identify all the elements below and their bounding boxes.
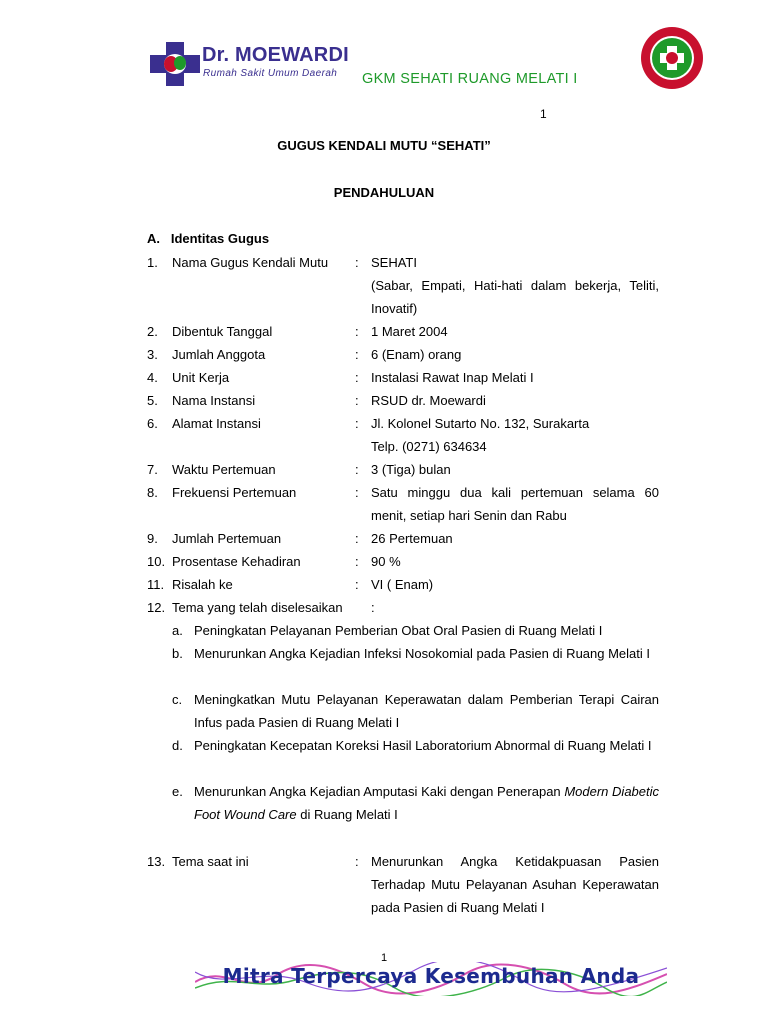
- row-label: Frekuensi Pertemuan: [172, 485, 297, 500]
- row-colon: :: [355, 255, 359, 270]
- row-value-extra: Telp. (0271) 634634: [371, 439, 487, 454]
- row-colon: :: [355, 462, 359, 477]
- row-number: 4.: [147, 370, 158, 385]
- row-label: Nama Gugus Kendali Mutu: [172, 255, 329, 270]
- row-value: VI ( Enam): [371, 577, 434, 592]
- row-value: 3 (Tiga) bulan: [371, 462, 451, 477]
- theme-letter: a.: [172, 623, 183, 638]
- row-value: 26 Pertemuan: [371, 531, 453, 546]
- theme-text: Meningkatkan Mutu Pelayanan Keperawatan dalam Pemberian Terapi Cairan Infus pada Pasien di Ruang Melati I: [194, 692, 659, 730]
- row-label: Risalah ke: [172, 577, 233, 592]
- row-value: [371, 251, 659, 320]
- row-label: Prosentase Kehadiran: [172, 554, 301, 569]
- theme-text-italic: Modern Diabetic Foot Wound Care: [194, 784, 660, 822]
- current-theme-row: [147, 850, 659, 919]
- row-label: Dibentuk Tanggal: [172, 324, 273, 339]
- row-number: 8.: [147, 485, 158, 500]
- theme-text-part: Menurunkan Angka Kejadian Amputasi Kaki dengan Penerapan: [194, 784, 565, 799]
- identity-row: [147, 412, 659, 458]
- document-title: GUGUS KENDALI MUTU “SEHATI”: [277, 138, 491, 153]
- row-value-line: Jl. Kolonel Sutarto No. 132, Surakarta: [371, 416, 590, 431]
- row-number: 1.: [147, 255, 158, 270]
- row-label: Alamat Instansi: [172, 416, 261, 431]
- row-colon: :: [355, 370, 359, 385]
- theme-letter: e.: [172, 784, 183, 799]
- theme-text-part: di Ruang Melati I: [296, 807, 398, 822]
- row-number: 13.: [147, 854, 166, 869]
- row-label: Jumlah Pertemuan: [172, 531, 282, 546]
- row-colon: :: [355, 854, 359, 869]
- page-number-top: 1: [540, 107, 547, 121]
- subsection-heading: A. Identitas Gugus: [147, 231, 270, 246]
- theme-letter: c.: [172, 692, 183, 707]
- row-value: [371, 412, 659, 458]
- row-colon: :: [355, 485, 359, 500]
- row-colon: :: [355, 324, 359, 339]
- logo-name: Dr. MOEWARDI: [202, 44, 349, 66]
- page-number-bottom: 1: [380, 952, 388, 964]
- row-number: 3.: [147, 347, 158, 362]
- section-heading: PENDAHULUAN: [333, 185, 435, 200]
- row-number: 5.: [147, 393, 158, 408]
- theme-text: Peningkatan Kecepatan Koreksi Hasil Laboratorium Abnormal di Ruang Melati I: [194, 738, 652, 753]
- row-number: 7.: [147, 462, 158, 477]
- row-colon: :: [355, 554, 359, 569]
- row-label: Jumlah Anggota: [172, 347, 266, 362]
- identity-row: [147, 481, 659, 527]
- row-value: 6 (Enam) orang: [371, 347, 462, 362]
- row-label: Unit Kerja: [172, 370, 230, 385]
- row-label: Nama Instansi: [172, 393, 256, 408]
- theme-text: [194, 780, 659, 826]
- row-colon: :: [355, 393, 359, 408]
- row-value: Menurunkan Angka Ketidakpuasan Pasien Terhadap Mutu Pelayanan Asuhan Keperawatan pada Pasien di Ruang Melati I: [371, 854, 659, 915]
- row-colon: :: [355, 577, 359, 592]
- row-number: 9.: [147, 531, 158, 546]
- row-number: 10.: [147, 554, 166, 569]
- footer-banner: Mitra Terpercaya Kesembuhan Anda: [222, 964, 640, 988]
- row-colon: :: [355, 416, 359, 431]
- ward-seal-logo: [640, 26, 704, 90]
- row-colon: :: [355, 531, 359, 546]
- row-number: 12.: [147, 600, 166, 615]
- theme-letter: b.: [172, 646, 183, 661]
- row-value-line: SEHATI: [371, 255, 417, 270]
- theme-text: Menurunkan Angka Kejadian Infeksi Nosokomial pada Pasien di Ruang Melati I: [194, 646, 650, 661]
- theme-letter: d.: [172, 738, 183, 753]
- theme-text: Peningkatan Pelayanan Pemberian Obat Oral Pasien di Ruang Melati I: [194, 623, 603, 638]
- row-value: Satu minggu dua kali pertemuan selama 60 menit, setiap hari Senin dan Rabu: [371, 485, 659, 523]
- row-value: 90 %: [371, 554, 401, 569]
- row-value-extra: (Sabar, Empati, Hati-hati dalam bekerja, Teliti, Inovatif): [371, 278, 659, 316]
- identity-row: [147, 251, 659, 320]
- row-value: RSUD dr. Moewardi: [371, 393, 486, 408]
- header-title: GKM SEHATI RUANG MELATI I: [362, 71, 578, 87]
- row-label: Tema saat ini: [172, 854, 249, 869]
- logo-subtitle: Rumah Sakit Umum Daerah: [203, 68, 338, 79]
- row-colon: :: [371, 600, 375, 615]
- hospital-cross-icon: [150, 40, 202, 88]
- row-value: Instalasi Rawat Inap Melati I: [371, 370, 534, 385]
- row-value: 1 Maret 2004: [371, 324, 448, 339]
- row-colon: :: [355, 347, 359, 362]
- row-number: 6.: [147, 416, 158, 431]
- row-label: Waktu Pertemuan: [172, 462, 276, 477]
- row-number: 11.: [147, 577, 165, 592]
- row-number: 2.: [147, 324, 158, 339]
- row-label: Tema yang telah diselesaikan: [172, 600, 343, 615]
